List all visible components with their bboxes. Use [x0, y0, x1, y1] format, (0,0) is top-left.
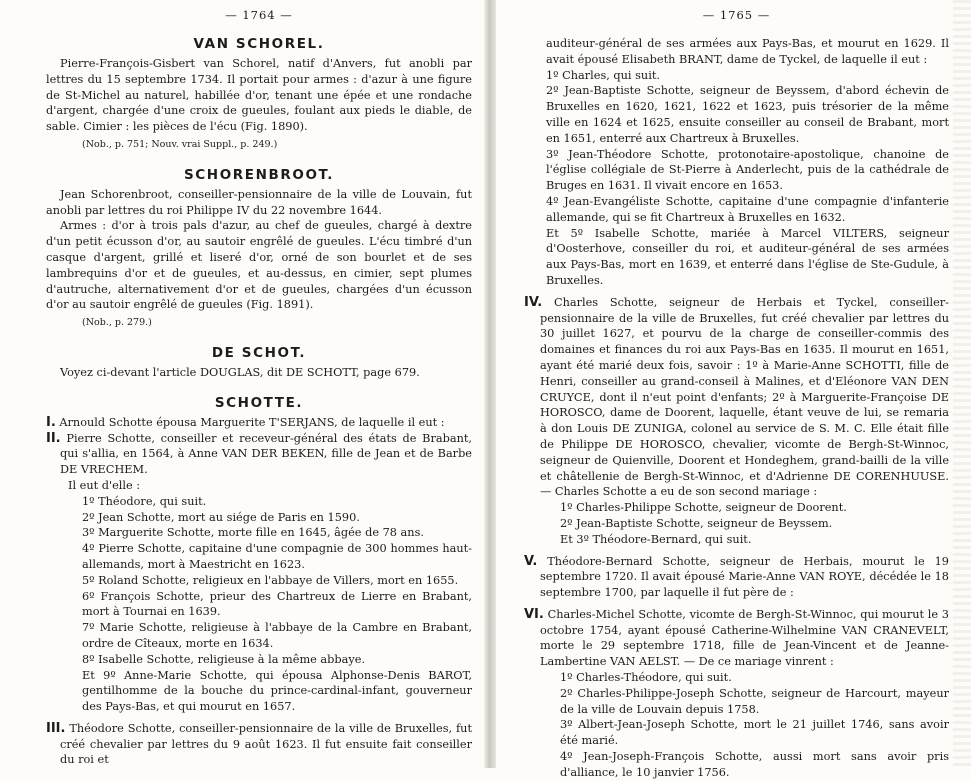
page-edge-shadow — [953, 0, 971, 768]
list-item: 7º Marie Schotte, religieuse à l'abbaye de la Cambre en Brabant, ordre de Cîteaux, morte en 1634. — [82, 621, 472, 650]
de-schot-paragraph: Voyez ci-devant l'article DOUGLAS, dit DE SCHOTT, page 679. — [60, 365, 420, 379]
generation-text: Théodore-Bernard Schotte, seigneur de Herbais, mourut le 19 septembre 1720. Il avait épousé Marie-Anne VAN ROYE, décédée le 18 septembre 1700, par laquelle il fut père de : — [540, 554, 949, 600]
generation-1 — [46, 415, 472, 431]
roman-numeral: II. — [46, 430, 61, 446]
generation-2-line: Il eut d'elle : — [68, 478, 141, 492]
list-item: 6º François Schotte, prieur des Chartreux de Lierre en Brabant, mort à Tournai en 1639. — [82, 589, 472, 619]
list-item: 1º Charles, qui suit. — [546, 68, 660, 82]
roman-numeral: VI. — [524, 606, 544, 622]
generation-text: Charles-Michel Schotte, vicomte de Bergh-St-Winnoc, qui mourut le 3 octobre 1754, ayant épousé Catherine-Wilhelmine VAN CRANEVELT, morte le 29 septembre 1718, fille de Jean-Vincent et de Jeanne-Lambertine VAN AELST. — De ce mariage vinrent : — [540, 607, 949, 669]
list-item: 2º Jean-Baptiste Schotte, seigneur de Beyssem, d'abord échevin de Bruxelles en 1620, 1621, 1622 et 1623, puis trésorier de la même ville en 1624 et 1625, ensuite conseiller au conseil de Brabant, mort en 1651, enterré aux Chartreux à Bruxelles. — [546, 84, 949, 145]
list-item: 2º Jean Schotte, mort au siége de Paris en 1590. — [82, 510, 360, 524]
list-item: Et 5º Isabelle Schotte, mariée à Marcel VILTERS, seigneur d'Oosterhove, conseiller du roi, et auditeur-général de ses armées aux Pays-Bas, mort en 1639, et enterré dans l'église de Ste-Gudule, à Bruxelles. — [546, 226, 949, 287]
heading-de-schot: DE SCHOT. — [211, 344, 307, 361]
list-item: 4º Pierre Schotte, capitaine d'une compagnie de 300 hommes haut-allemands, mort à Maestricht en 1623. — [82, 542, 472, 571]
list-item: 3º Albert-Jean-Joseph Schotte, mort le 21 juillet 1746, sans avoir été marié. — [560, 718, 949, 748]
list-item: 5º Roland Schotte, religieux en l'abbaye de Villers, mort en 1655. — [82, 573, 459, 587]
generation-text: Théodore Schotte, conseiller-pensionnaire de la ville de Bruxelles, fut créé chevalier par lettres du 9 août 1623. Il fut ensuite fait conseiller du roi et — [60, 721, 472, 767]
list-item: 2º Charles-Philippe-Joseph Schotte, seigneur de Harcourt, mayeur de la ville de Louvain depuis 1758. — [560, 686, 949, 716]
generation-5 — [524, 554, 949, 601]
generation-text: Arnould Schotte épousa Marguerite T'SERJANS, de laquelle il eut : — [59, 415, 445, 429]
schorenbroot-paragraph-2: Armes : d'or à trois pals d'azur, au chef de gueules, chargé à dextre d'un petit écusson d'or, au sautoir engrêlé de gueules. L'écu timbré d'un casque d'argent, grillé et liseré d'or, orné de son bourlet et de ses lambrequins d'or et de gueules, et au-dessus, en cimier, sept plumes d'autruche, alternativement d'or et de gueules, chargées d'un écusson d'or au sautoir engrêlé de gueules (Fig. 1891). — [46, 219, 472, 312]
generation-text: Charles Schotte, seigneur de Herbais et Tyckel, conseiller-pensionnaire de la ville de Bruxelles, fut créé chevalier par lettres du 30 juillet 1627, et pourvu de la charge de conseiller-commis des domaines et finances du roi aux Pays-Bas en 1635. Il mourut en 1651, ayant été marié deux fois, savoir : 1º à Marie-Anne SCHOTTI, fille de Henri, conseiller au grand-conseil à Malines, et d'Eléonore VAN DEN CRUYCE, dont il n'eut point d'enfants; 2º à Marguerite-Françoise DE HOROSCO, dame de Doorent, laquelle, étant veuve de lui, se remaria à don Louis DE ZUNIGA, colonel au service de S. M. C. Elle était fille de Philippe DE HOROSCO, chevalier, vicomte de Bergh-St-Winnoc, seigneur de Quienville, Doorent et Hondeghem, grand-bailli de la ville et châtellenie de Bergh-St-Winnoc, et d'Adrienne DE CORENHUUSE. — Charles Schotte a eu de son second mariage : — [540, 295, 949, 499]
roman-numeral: III. — [46, 720, 66, 736]
generation-text: Pierre Schotte, conseiller et receveur-général des états de Brabant, qui s'allia, en 1564, à Anne VAN DER BEKEN, fille de Jean et de Barbe DE VRECHEM. — [60, 431, 472, 477]
schorenbroot-citation: (Nob., p. 279.) — [82, 317, 152, 329]
generation-3 — [46, 721, 472, 768]
book-gutter — [484, 0, 496, 768]
page-number-left: — 1764 — — [225, 8, 293, 22]
roman-numeral: I. — [46, 414, 56, 430]
continued-paragraph: auditeur-général de ses armées aux Pays-Bas, et mourut en 1629. Il avait épousé Elisabeth BRANT, dame de Tyckel, de laquelle il eut : — [546, 37, 949, 66]
list-item: 3º Marguerite Schotte, morte fille en 1645, âgée de 78 ans. — [82, 526, 424, 540]
left-page — [0, 0, 484, 768]
van-schorel-citation: (Nob., p. 751; Nouv. vrai Suppl., p. 249.) — [82, 138, 278, 150]
page-number-right: — 1765 — — [702, 8, 771, 22]
heading-van-schorel: VAN SCHOREL. — [193, 36, 325, 52]
roman-numeral: V. — [524, 553, 538, 569]
heading-schorenbroot: SCHORENBROOT. — [183, 166, 335, 183]
roman-numeral: IV. — [524, 294, 543, 310]
generation-4 — [524, 295, 949, 500]
van-schorel-paragraph: Pierre-François-Gisbert van Schorel, natif d'Anvers, fut anobli par lettres du 15 septembre 1734. Il portait pour armes : d'azur à une figure de St-Michel au naturel, habillée d'or, tenant une épée et une rondache d'argent, chargée d'une croix de gueules, foulant aux pieds le diable, de sable. Cimier : les pièces de l'écu (Fig. 1890). — [46, 57, 472, 134]
list-item: Et 9º Anne-Marie Schotte, qui épousa Alphonse-Denis BAROT, gentilhomme de la bouche du prince-cardinal-infant, gouverneur des Pays-Bas, et qui mourut en 1657. — [82, 668, 472, 714]
generation-2 — [46, 431, 472, 478]
list-item: 3º Jean-Théodore Schotte, protonotaire-apostolique, chanoine de l'église collégiale de St-Pierre à Anderlecht, puis de la cathédrale de Bruges en 1631. Il vivait encore en 1653. — [546, 147, 949, 193]
generation-6 — [524, 607, 949, 670]
list-item: 4º Jean-Evangéliste Schotte, capitaine d'une compagnie d'infanterie allemande, qui se fit Chartreux à Bruxelles en 1632. — [546, 194, 949, 224]
list-item: 2º Jean-Baptiste Schotte, seigneur de Beyssem. — [560, 516, 833, 530]
list-item: 1º Théodore, qui suit. — [82, 494, 207, 508]
heading-schotte: SCHOTTE. — [214, 394, 304, 411]
right-page — [496, 0, 971, 779]
list-item: 4º Jean-Joseph-François Schotte, aussi mort sans avoir pris d'alliance, le 10 janvier 1756. — [560, 750, 949, 779]
list-item: Et 3º Théodore-Bernard, qui suit. — [560, 532, 752, 546]
list-item: 8º Isabelle Schotte, religieuse à la même abbaye. — [82, 652, 366, 666]
list-item: 1º Charles-Théodore, qui suit. — [560, 671, 732, 685]
list-item: 1º Charles-Philippe Schotte, seigneur de Doorent. — [560, 501, 847, 515]
schorenbroot-paragraph-1: Jean Schorenbroot, conseiller-pensionnaire de la ville de Louvain, fut anobli par lettres du roi Philippe IV du 22 novembre 1644. — [46, 187, 472, 217]
